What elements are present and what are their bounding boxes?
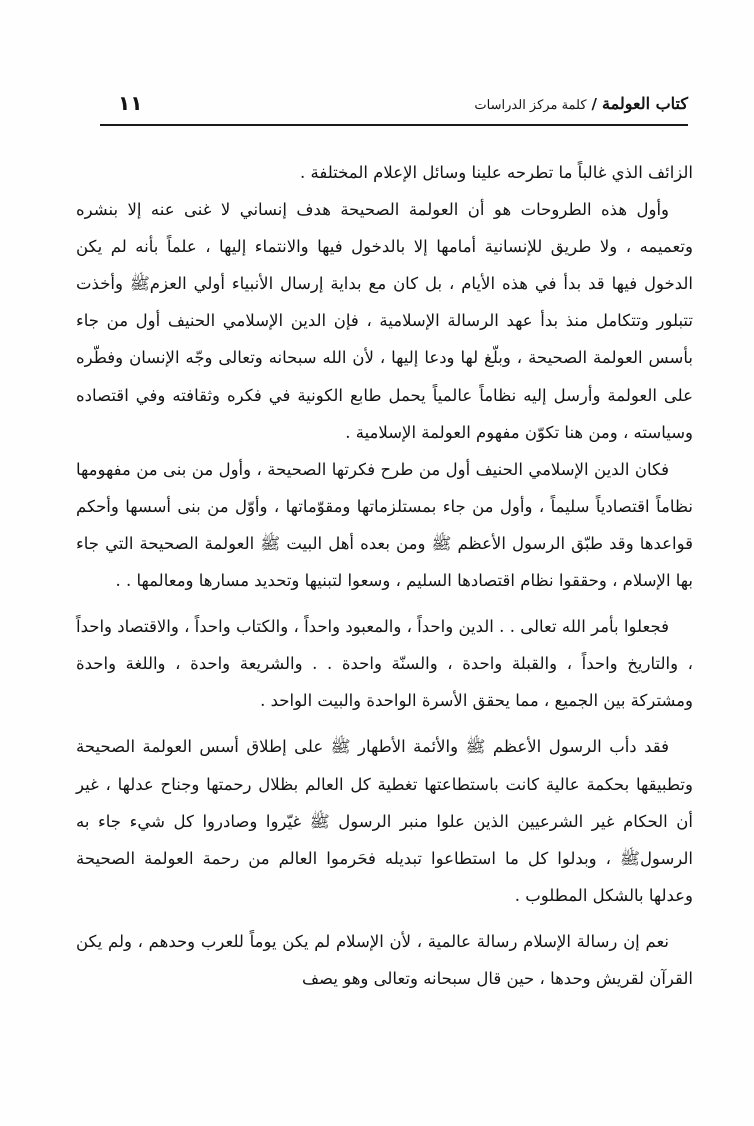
paragraph: فقد دأب الرسول الأعظم ﷺ والأئمة الأطهار ﷺ على إطلاق أسس العولمة الصحيحة وتطبيقها بحكمة عالية كانت باستطاعتها تغطية كل العالم بظلال رحمتها وجناح عدلها ، غير أن الحكام غير الشرعيين الذين علوا منبر الرسول ﷺ غيّروا وصادروا كل شيء جاء به الرسولﷺ ، وبدلوا كل ما استطاعوا تبديله فحَرموا العالم من رحمة العولمة الصحيحة وعدلها بالشكل المطلوب .	[76, 737, 693, 905]
paragraph-continued: الزائف الذي غالباً ما تطرحه علينا وسائل الإعلام المختلفة .	[300, 163, 693, 182]
paragraph: نعم إن رسالة الإسلام رسالة عالمية ، لأن الإسلام لم يكن يوماً للعرب وحدهم ، ولم يكن القرآن لقريش وحدها ، حين قال سبحانه وتعالى وهو يصف	[76, 931, 693, 988]
body-text	[76, 154, 693, 997]
paragraph: فكان الدين الإسلامي الحنيف أول من طرح فكرتها الصحيحة ، وأول من بنى من مفهومها نظاماً اقتصادياً سليماً ، وأول من جاء بمستلزماتها ومقوّماتها ، وأوّل من بنى أسسها وأحكم قواعدها وقد طبّق الرسول الأعظم ﷺ ومن بعده أهل البيت ﷺ العولمة الصحيحة التي جاء بها الإسلام ، وحققوا نظام اقتصادها السليم ، وسعوا لتبنيها وتحديد مسارها ومعالمها . .	[76, 459, 693, 591]
paragraph: وأول هذه الطروحات هو أن العولمة الصحيحة هدف إنساني لا غنى عنه إلا بنشره وتعميمه ، ولا طريق للإنسانية أمامها إلا بالدخول فيها والانتماء إليها ، علماً بأنه لم يكن الدخول فيها قد بدأ في هذه الأيام ، بل كان مع بداية إرسال الأنبياء أولي العزمﷺ وأخذت تتبلور وتتكامل منذ بدأ عهد الرسالة الإسلامية ، فإن الدين الإسلامي الحنيف أول من جاء بأسس العولمة الصحيحة ، وبلّغ لها ودعا إليها ، لأن الله سبحانه وتعالى وجّه الإنسان وفطّره على العولمة وأرسل إليه نظاماً عالمياً يحمل طابع الكونية في فكره وثقافته وفي اقتصاده وسياسته ، ومن هنا تكوّن مفهوم العولمة الإسلامية .	[76, 200, 693, 442]
book-title: كتاب العولمة	[602, 94, 688, 113]
paragraph: فجعلوا بأمر الله تعالى . . الدين واحداً ، والمعبود واحداً ، والكتاب واحداً ، والاقتصاد واحداً ، والتاريخ واحداً ، والقبلة واحدة ، والسنّة واحدة . . والشريعة واحدة ، واللغة واحدة ومشتركة بين الجميع ، مما يحقق الأسرة الواحدة والبيت الواحد .	[76, 617, 693, 711]
page-number: ١١	[118, 91, 143, 115]
section-title: كلمة مركز الدراسات	[474, 98, 587, 113]
header-separator: /	[591, 95, 598, 113]
header-rule	[100, 124, 688, 126]
running-header	[100, 92, 688, 126]
header-title	[474, 92, 688, 118]
